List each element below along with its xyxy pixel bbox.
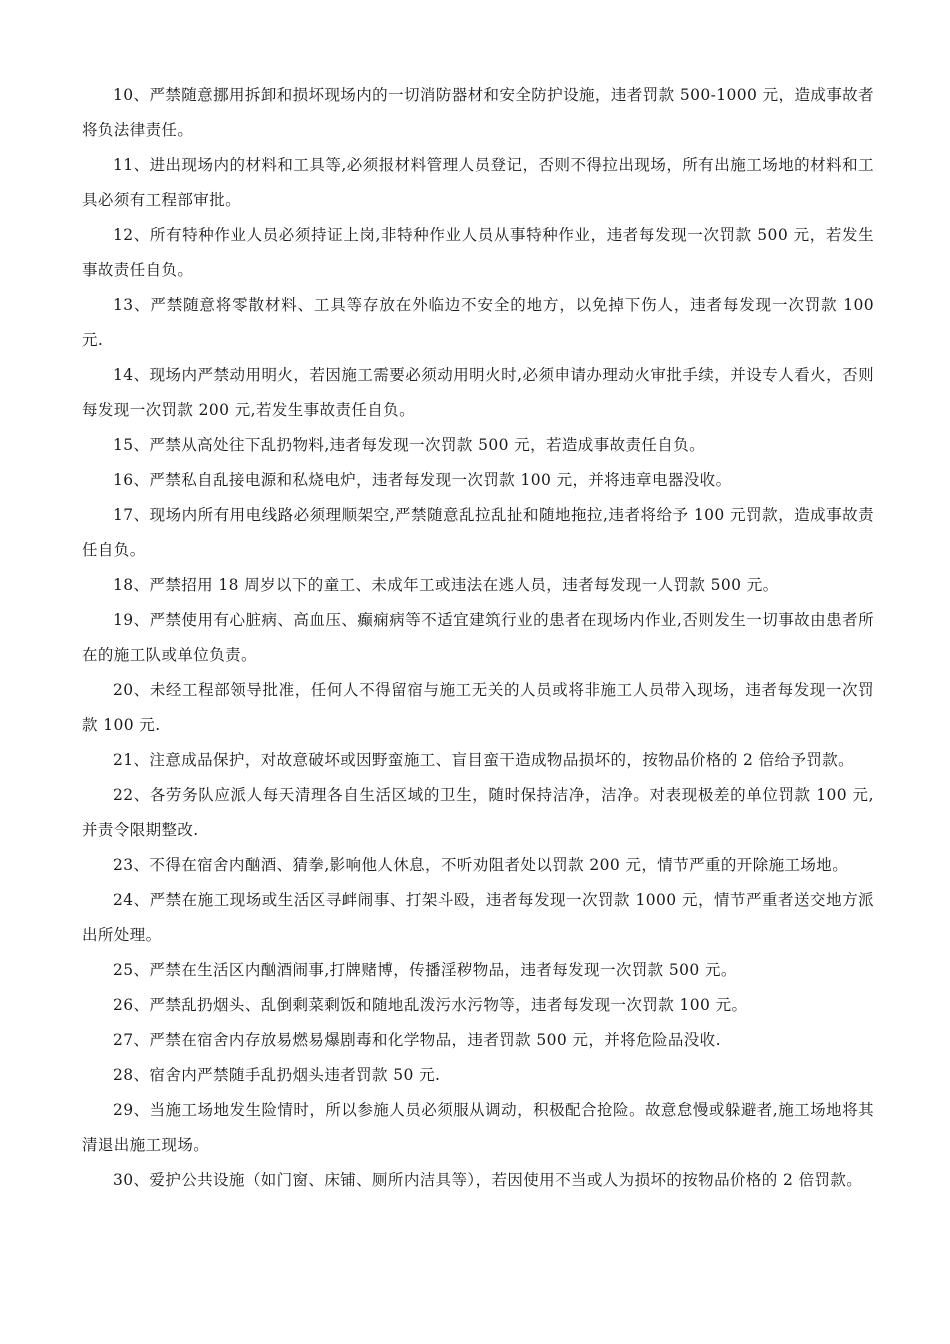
rule-paragraph: 24、严禁在施工现场或生活区寻衅闹事、打架斗殴，违者每发现一次罚款 1000 元，情节严重者送交地方派出所处理。 xyxy=(82,891,874,944)
rule-paragraph: 20、未经工程部领导批准，任何人不得留宿与施工无关的人员或将非施工人员带入现场，违者每发现一次罚款 100 元. xyxy=(82,681,874,734)
rule-paragraph: 11、进出现场内的材料和工具等,必须报材料管理人员登记，否则不得拉出现场，所有出施工场地的材料和工具必须有工程部审批。 xyxy=(82,156,874,209)
document-body xyxy=(82,78,874,1198)
rule-paragraph: 28、宿舍内严禁随手乱扔烟头违者罚款 50 元. xyxy=(113,1066,441,1084)
rule-paragraph: 23、不得在宿舍内酗酒、猜拳,影响他人休息，不听劝阻者处以罚款 200 元，情节严重的开除施工场地。 xyxy=(113,856,849,874)
rule-paragraph: 29、当施工场地发生险情时，所以参施人员必须服从调动，积极配合抢险。故意怠慢或躲避者,施工场地将其清退出施工现场。 xyxy=(82,1101,874,1154)
rule-paragraph: 14、现场内严禁动用明火，若因施工需要必须动用明火时,必须申请办理动火审批手续，并设专人看火，否则每发现一次罚款 200 元,若发生事故责任自负。 xyxy=(82,366,874,419)
rule-paragraph: 22、各劳务队应派人每天清理各自生活区域的卫生，随时保持洁净，洁净。对表现极差的单位罚款 100 元,并责令限期整改. xyxy=(82,786,874,839)
rule-paragraph: 30、爱护公共设施（如门窗、床铺、厕所内洁具等），若因使用不当或人为损坏的按物品价格的 2 倍罚款。 xyxy=(113,1171,863,1189)
rule-paragraph: 13、严禁随意将零散材料、工具等存放在外临边不安全的地方，以免掉下伤人，违者每发现一次罚款 100 元. xyxy=(82,296,874,349)
rule-paragraph: 15、严禁从高处往下乱扔物料,违者每发现一次罚款 500 元，若造成事故责任自负。 xyxy=(113,436,705,454)
rule-paragraph: 25、严禁在生活区内酗酒闹事,打牌赌博，传播淫秽物品，违者每发现一次罚款 500 元。 xyxy=(113,961,737,979)
rule-paragraph: 12、所有特种作业人员必须持证上岗,非特种作业人员从事特种作业，违者每发现一次罚款 500 元，若发生事故责任自负。 xyxy=(82,226,874,279)
rule-paragraph: 10、严禁随意挪用拆卸和损坏现场内的一切消防器材和安全防护设施，违者罚款 500-1000 元，造成事故者将负法律责任。 xyxy=(82,86,874,139)
rule-paragraph: 16、严禁私自乱接电源和私烧电炉，违者每发现一次罚款 100 元，并将违章电器没收。 xyxy=(113,471,732,489)
rule-paragraph: 26、严禁乱扔烟头、乱倒剩菜剩饭和随地乱泼污水污物等，违者每发现一次罚款 100 元。 xyxy=(113,996,748,1014)
rule-paragraph: 27、严禁在宿舍内存放易燃易爆剧毒和化学物品，违者罚款 500 元，并将危险品没收. xyxy=(113,1031,721,1049)
rule-paragraph: 18、严禁招用 18 周岁以下的童工、未成年工或违法在逃人员，违者每发现一人罚款 500 元。 xyxy=(113,576,779,594)
rule-paragraph: 21、注意成品保护，对故意破坏或因野蛮施工、盲目蛮干造成物品损坏的，按物品价格的 2 倍给予罚款。 xyxy=(113,751,855,769)
rule-paragraph: 19、严禁使用有心脏病、高血压、癫痫病等不适宜建筑行业的患者在现场内作业,否则发生一切事故由患者所在的施工队或单位负责。 xyxy=(82,611,874,664)
rule-paragraph: 17、现场内所有用电线路必须理顺架空,严禁随意乱拉乱扯和随地拖拉,违者将给予 100 元罚款，造成事故责任自负。 xyxy=(82,506,874,559)
